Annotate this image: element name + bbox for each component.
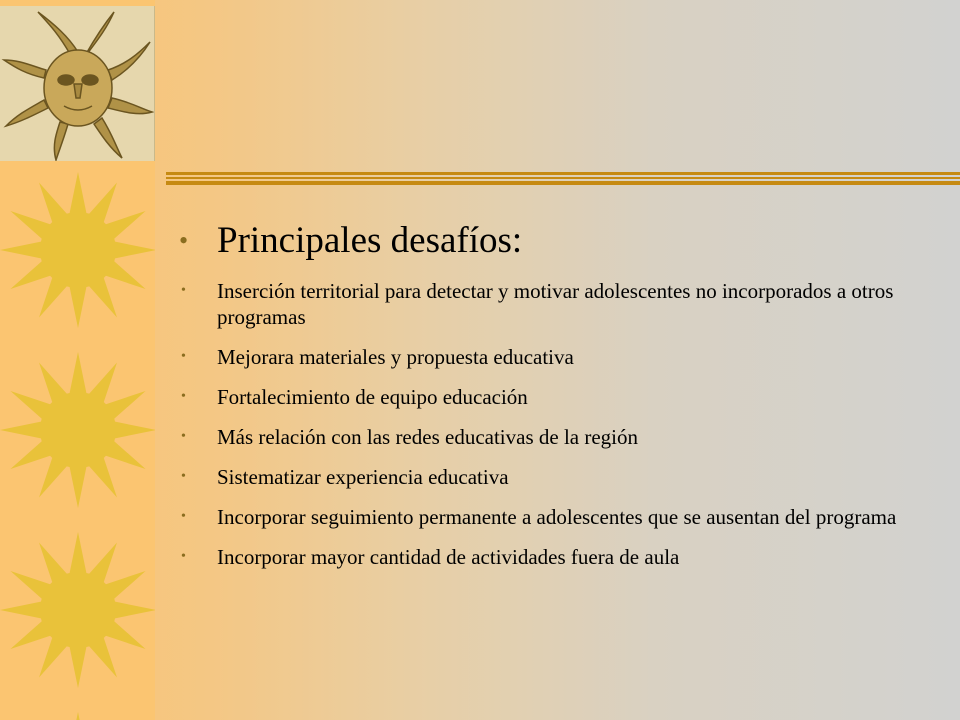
bullet-item bbox=[150, 384, 950, 410]
bullet-marker: • bbox=[178, 226, 189, 255]
sun-icon bbox=[0, 352, 155, 508]
sun-icon bbox=[0, 712, 155, 720]
bullet-marker: • bbox=[181, 469, 186, 484]
sun-face-logo bbox=[0, 6, 155, 161]
bullet-item bbox=[150, 464, 950, 490]
bullet-item bbox=[150, 544, 950, 570]
bullet-text: Inserción territorial para detectar y motivar adolescentes no incorporados a otros programas bbox=[217, 279, 894, 329]
bullet-text: Sistematizar experiencia educativa bbox=[217, 465, 509, 489]
bullet-item bbox=[150, 278, 950, 330]
bullet-marker: • bbox=[181, 509, 186, 524]
slide-title-row bbox=[150, 218, 950, 264]
bullet-marker: • bbox=[181, 429, 186, 444]
slide-content bbox=[150, 218, 950, 584]
bullet-marker: • bbox=[181, 349, 186, 364]
slide-title: Principales desafíos: bbox=[217, 220, 523, 261]
bullet-item bbox=[150, 504, 950, 530]
bullet-marker: • bbox=[181, 283, 186, 298]
bullet-item bbox=[150, 344, 950, 370]
sun-icon bbox=[0, 532, 155, 688]
bullet-text: Mejorara materiales y propuesta educativa bbox=[217, 345, 574, 369]
bullet-text: Más relación con las redes educativas de la región bbox=[217, 425, 638, 449]
sun-face-logo-icon bbox=[0, 6, 154, 161]
bullet-text: Incorporar mayor cantidad de actividades fuera de aula bbox=[217, 545, 680, 569]
bullet-marker: • bbox=[181, 389, 186, 404]
bullet-item bbox=[150, 424, 950, 450]
sun-icon bbox=[0, 172, 155, 328]
bullet-text: Incorporar seguimiento permanente a adolescentes que se ausentan del programa bbox=[217, 505, 897, 529]
bullet-text: Fortalecimiento de equipo educación bbox=[217, 385, 528, 409]
bullet-marker: • bbox=[181, 549, 186, 564]
title-divider-rule bbox=[166, 172, 960, 188]
